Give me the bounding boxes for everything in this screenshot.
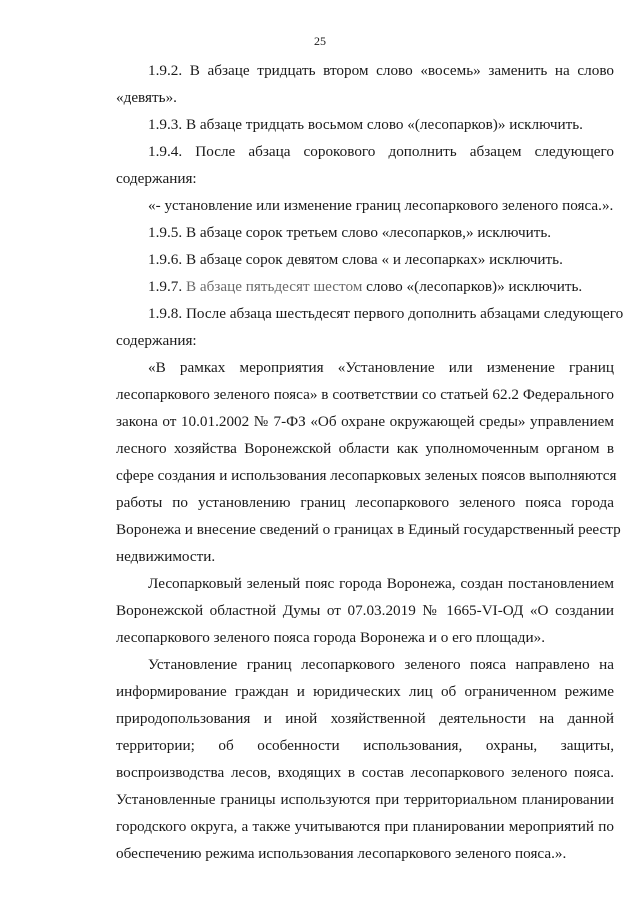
text-line: недвижимости. [116, 548, 216, 565]
text-line: Воронежа и внесение сведений о границах в Единый государственный реестр [116, 521, 621, 538]
text-line: закона от 10.01.2002 № 7-ФЗ «Об охране окружающей среды» управлением [116, 413, 614, 430]
text-line: природопользования и иной хозяйственной деятельности на данной [116, 710, 614, 727]
text-line: городского округа, а также учитываются при планировании мероприятий по [116, 818, 614, 835]
text-line: содержания: [116, 332, 197, 349]
text-line: 1.9.7. В абзаце пятьдесят шестом слово «(лесопарков)» исключить. [148, 278, 583, 295]
text-line: Установление границ лесопаркового зеленого пояса направлено на [148, 656, 614, 673]
text-line: 1.9.4. После абзаца сорокового дополнить абзацем следующего [148, 143, 614, 160]
highlighted-text: В абзаце пятьдесят шестом [185, 278, 363, 295]
text-line: лесопаркового зеленого пояса города Воронежа и о его площади». [116, 629, 546, 646]
text-line: «- установление или изменение границ лесопаркового зеленого пояса.». [148, 197, 614, 214]
text-line: Установленные границы используются при территориальном планировании [116, 791, 614, 808]
text-line: Лесопарковый зеленый пояс города Воронежа, создан постановлением [148, 575, 614, 592]
text-line: 1.9.2. В абзаце тридцать втором слово «восемь» заменить на слово [148, 62, 614, 79]
text-line: работы по установлению границ лесопаркового зеленого пояса города [116, 494, 614, 511]
text-line: Воронежской областной Думы от 07.03.2019 № 1665-VI-ОД «О создании [116, 602, 614, 619]
text-line: «девять». [116, 89, 177, 106]
text-line: сфере создания и использования лесопарковых зеленых поясов выполняются [116, 467, 617, 484]
text-line: «В рамках мероприятия «Установление или изменение границ [148, 359, 614, 376]
text-line: 1.9.3. В абзаце тридцать восьмом слово «(лесопарков)» исключить. [148, 116, 583, 133]
text-line: 1.9.5. В абзаце сорок третьем слово «лесопарков,» исключить. [148, 224, 552, 241]
page-number: 25 [314, 34, 326, 48]
text-line: лесопаркового зеленого пояса» в соответствии со статьей 62.2 Федерального [116, 386, 614, 403]
text-line: информирование граждан и юридических лиц об ограниченном режиме [116, 683, 614, 700]
text-line: воспроизводства лесов, входящих в состав лесопаркового зеленого пояса. [116, 764, 614, 781]
text-line: лесного хозяйства Воронежской области как уполномоченным органом в [116, 440, 614, 457]
text-line: обеспечению режима использования лесопаркового зеленого пояса.». [116, 845, 567, 862]
text-line: 1.9.6. В абзаце сорок девятом слова « и лесопарках» исключить. [148, 251, 563, 268]
text-line: 1.9.8. После абзаца шестьдесят первого дополнить абзацами следующего [148, 305, 624, 322]
text-line: территории; об особенности использования, охраны, защиты, [116, 737, 614, 754]
text-line: содержания: [116, 170, 197, 187]
